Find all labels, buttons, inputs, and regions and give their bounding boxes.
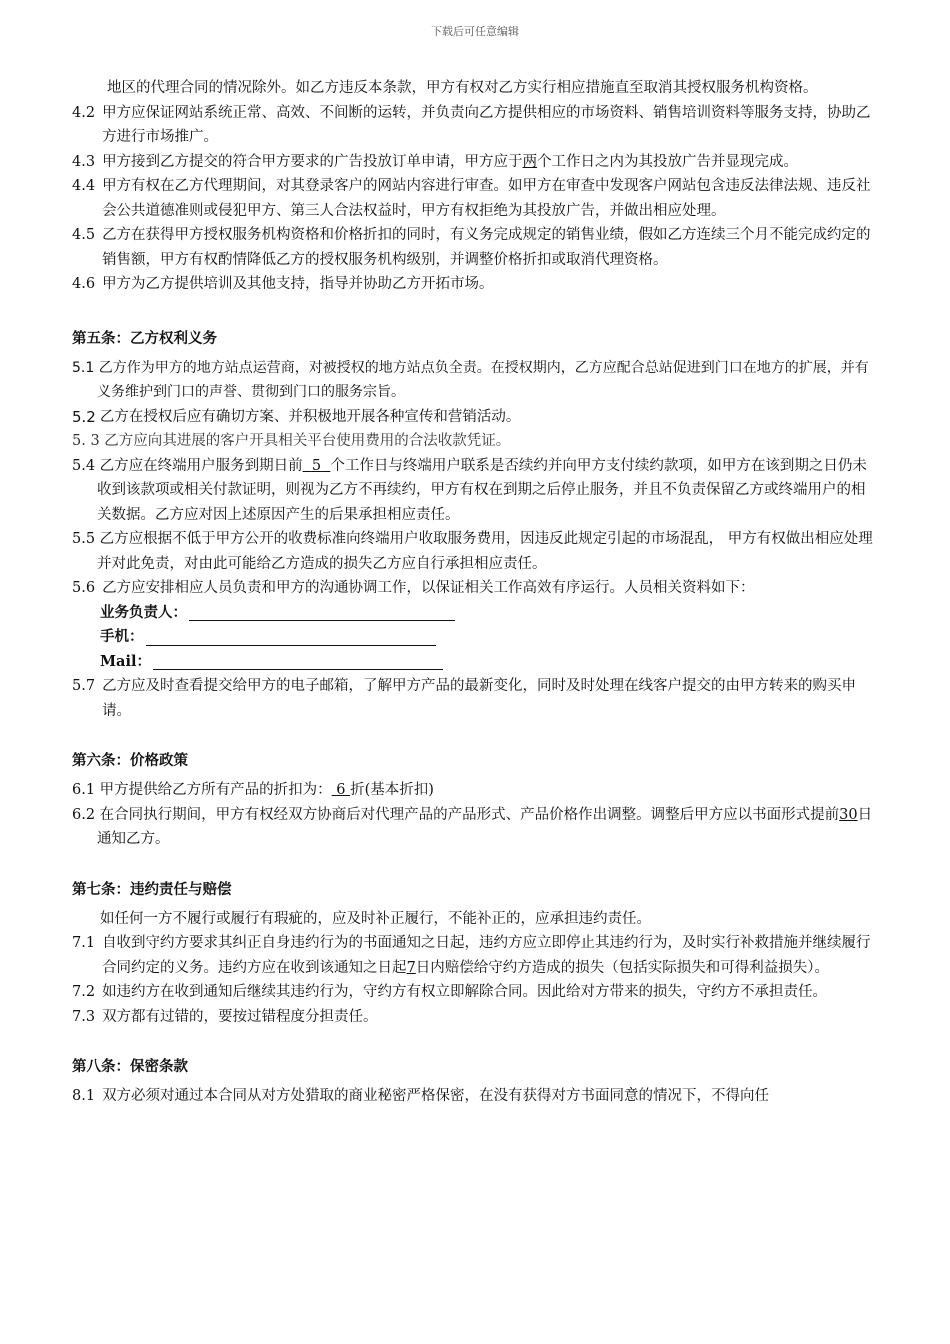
clause-text: 双方都有过错的，要按过错程度分担责任。 xyxy=(102,1008,378,1025)
clause-number: 4.4 xyxy=(72,178,96,194)
clause-4-1-continuation: 地区的代理合同的情况除外。如乙方违反本条款，甲方有权对乙方实行相应措施直至取消其授权服务机构资格。 xyxy=(107,80,818,96)
manager-field xyxy=(72,601,878,626)
clause-5-1: 5.1 乙方作为甲方的地方站点运营商，对被授权的地方站点负全责。在授权期内，乙方应配合总站促进到门口在地方的扩展，并有义务维护到门口的声誉、贯彻到门口的服务宗旨。 xyxy=(72,359,869,400)
phone-field xyxy=(72,625,878,650)
clause-5-2 xyxy=(72,405,878,430)
clause-5-4: 5.4 乙方应在终端用户服务到期日前 5 个工作日与终端用户联系是否续约并向甲方支付续约款项，如甲方在该到期之日仍未收到该款项或相关付款证明，则视为乙方不再续约，甲方有权在到期之后停止服务，并且不负责保留乙方或终端用户的相关数据。乙方应对因上述原因产生的后果承担相应责任。 xyxy=(72,457,867,523)
header-note: 下载后可任意编辑 xyxy=(431,25,519,38)
clause-6-1: 6.1 甲方提供给乙方所有产品的折扣为： 6 折(基本折扣) xyxy=(72,782,434,798)
clause-text: 甲方为乙方提供培训及其他支持，指导并协助乙方开拓市场。 xyxy=(102,276,494,292)
clause-text: 双方必须对通过本合同从对方处猎取的商业秘密严格保密，在没有获得对方书面同意的情况下，不得向任 xyxy=(102,1088,770,1104)
phone-label: 手机： xyxy=(100,628,144,645)
clause-5-5: 5.5 乙方应根据不低于甲方公开的收费标准向终端用户收取服务费用，因违反此规定引起的市场混乱， 甲方有权做出相应处理并对此免责，对由此可能给乙方造成的损失乙方应自行承担相应责任。 xyxy=(72,531,873,572)
contract-page xyxy=(72,76,878,1109)
clause-text: 甲方接到乙方提交的符合甲方要求的广告投放订单申请，甲方应于两个工作日之内为其投放广告并显现完成。 xyxy=(102,153,799,170)
clause-text: 甲方应保证网站系统正常、高效、不间断的运转，并负责向乙方提供相应的市场资料、销售培训资料等服务支持，协助乙方进行市场推广。 xyxy=(102,104,871,145)
clause-4-4 xyxy=(72,174,878,223)
clause-number: 7.2 xyxy=(72,984,96,1000)
manager-input-line[interactable] xyxy=(189,602,455,621)
clause-number: 4.3 xyxy=(72,153,96,170)
clause-number: 5.6 xyxy=(72,580,96,596)
clause-number: 4.6 xyxy=(72,276,96,292)
blank-discount: 6 xyxy=(336,782,346,798)
clause-number: 8.1 xyxy=(72,1088,96,1104)
clause-text: 乙方应及时查看提交给甲方的电子邮箱，了解甲方产品的最新变化，同时及时处理在线客户提交的由甲方转来的购买申请。 xyxy=(102,678,857,719)
mail-label: Mail： xyxy=(100,652,151,670)
phone-input-line[interactable] xyxy=(146,627,436,646)
clause-text: 自收到守约方要求其纠正自身违约行为的书面通知之日起，违约方应立即停止其违约行为，及时实行补救措施并继续履行合同约定的义务。违约方应在收到该通知之日起7日内赔偿给守约方造成的损失（包括实际损失和可得利益损失）。 xyxy=(102,935,871,976)
clause-8-1 xyxy=(72,1084,878,1109)
clause-7-3 xyxy=(72,1005,878,1030)
clause-text: 甲方有权在乙方代理期间，对其登录客户的网站内容进行审查。如甲方在审查中发现客户网站包含违反法律法规、违反社会公共道德准则或侵犯甲方、第三人合法权益时，甲方有权拒绝为其投放广告，并做出相应处理。 xyxy=(102,178,871,219)
manager-label: 业务负责人： xyxy=(100,603,187,621)
clause-7-1 xyxy=(72,931,878,980)
clause-number: 7.3 xyxy=(72,1008,96,1025)
clause-5-3: 5. 3 乙方应向其进展的客户开具相关平台使用费用的合法收款凭证。 xyxy=(72,433,511,449)
clause-number: 4.2 xyxy=(72,104,96,121)
clause-5-7 xyxy=(72,674,878,723)
clause-6-2: 6.2 在合同执行期间，甲方有权经双方协商后对代理产品的产品形式、产品价格作出调整。调整后甲方应以书面形式提前30日通知乙方。 xyxy=(72,806,873,847)
clause-5-6 xyxy=(72,576,878,601)
clause-7-2 xyxy=(72,980,878,1005)
clause-text: 乙方在获得甲方授权服务机构资格和价格折扣的同时，有义务完成规定的销售业绩，假如乙方连续三个月不能完成约定的销售额，甲方有权酌情降低乙方的授权服务机构级别，并调整价格折扣或取消代理资格。 xyxy=(102,227,871,268)
clause-text: 乙方在授权后应有确切方案、并积极地开展各种宣传和营销活动。 xyxy=(99,408,521,425)
mail-field xyxy=(72,650,878,675)
section-7-intro: 如任何一方不履行或履行有瑕疵的，应及时补正履行，不能补正的，应承担违约责任。 xyxy=(100,910,651,927)
clause-4-3 xyxy=(72,150,878,175)
section-5-heading: 第五条：乙方权利义务 xyxy=(72,329,217,347)
blank-days: 30 xyxy=(839,806,858,823)
section-6-heading: 第六条：价格政策 xyxy=(72,752,188,769)
clause-number: 5.7 xyxy=(72,678,96,694)
clause-4-6 xyxy=(72,272,878,297)
blank-days: 两 xyxy=(522,153,538,170)
clause-text: 如违约方在收到通知后继续其违约行为，守约方有权立即解除合同。因此给对方带来的损失，守约方不承担责任。 xyxy=(102,984,828,1000)
clause-number: 7.1 xyxy=(72,935,96,951)
clause-text: 乙方应安排相应人员负责和甲方的沟通协调工作，以保证相关工作高效有序运行。人员相关资料如下： xyxy=(102,580,755,596)
blank-days: 5 xyxy=(311,457,322,474)
clause-number: 4.5 xyxy=(72,227,96,243)
mail-input-line[interactable] xyxy=(153,651,443,670)
section-7-heading: 第七条：违约责任与赔偿 xyxy=(72,880,232,898)
section-8-heading: 第八条：保密条款 xyxy=(72,1058,188,1075)
clause-4-2 xyxy=(72,101,878,150)
blank-days: 7 xyxy=(406,959,416,976)
clause-number: 5.2 xyxy=(72,407,96,426)
clause-4-5 xyxy=(72,223,878,272)
